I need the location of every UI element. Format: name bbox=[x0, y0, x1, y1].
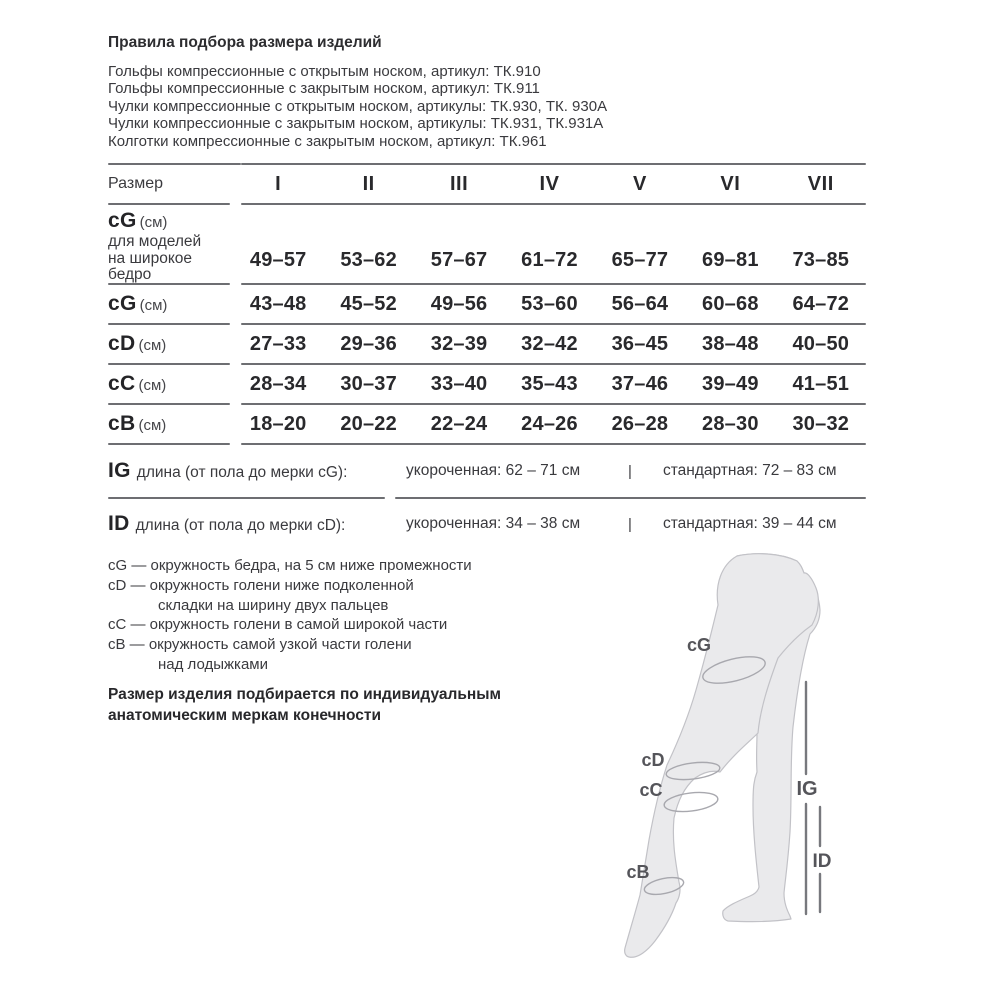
product-line: Чулки компрессионные с закрытым носком, артикулы: ТК.931, ТК.931А bbox=[108, 115, 604, 133]
legend-item-cc: cC — окружность голени в самой широкой части bbox=[108, 616, 448, 634]
measure-unit: (см) bbox=[139, 297, 168, 314]
table-cell: 32–39 bbox=[430, 332, 488, 355]
table-cell: 53–60 bbox=[521, 292, 578, 315]
divider-bar: | bbox=[628, 462, 632, 480]
measure-key: cB bbox=[108, 412, 136, 435]
diagram-label-id: ID bbox=[812, 851, 832, 872]
table-cell: 20–22 bbox=[340, 412, 397, 435]
length-row-label: ID длина (от пола до мерки cD): bbox=[108, 512, 346, 535]
measure-unit: (см) bbox=[138, 377, 167, 394]
legend-item-cd: cD — окружность голени ниже подколенной bbox=[108, 576, 414, 594]
measure-key: cG bbox=[108, 209, 137, 232]
table-cell: 36–45 bbox=[611, 332, 669, 355]
product-line: Чулки компрессионные с открытым носком, артикулы: ТК.930, ТК. 930А bbox=[108, 97, 608, 115]
length-standard-value: стандартная: 72 – 83 см bbox=[663, 462, 837, 479]
table-row-cb bbox=[108, 405, 866, 443]
row-label bbox=[108, 292, 233, 316]
sizing-note: Размер изделия подбирается по индивидуальным анатомическим меркам конечности bbox=[108, 686, 501, 724]
product-line: Гольфы компрессионные с закрытым носком, артикул: ТК.911 bbox=[108, 80, 540, 98]
measure-unit: (см) bbox=[138, 417, 167, 434]
size-table bbox=[108, 163, 866, 445]
product-list bbox=[108, 63, 607, 150]
table-cell: 43–48 bbox=[249, 292, 307, 315]
row-separator bbox=[108, 403, 866, 405]
row-label: cG (см) для моделей на широкое бедро bbox=[108, 209, 202, 283]
leg-measurement-diagram bbox=[600, 550, 860, 975]
size-header: III bbox=[449, 172, 469, 195]
table-cell: 64–72 bbox=[792, 292, 850, 315]
length-row-id bbox=[108, 499, 866, 549]
measure-key: cC bbox=[108, 372, 136, 395]
legend-item-cg: cG — окружность бедра, на 5 см ниже промежности bbox=[108, 557, 472, 574]
row-separator bbox=[108, 323, 866, 325]
diagram-label-cc: cC bbox=[639, 780, 663, 800]
divider-bar: | bbox=[628, 515, 632, 533]
legend-item-cb: cB — окружность самой узкой части голени bbox=[108, 636, 412, 654]
table-cell: 56–64 bbox=[611, 292, 669, 315]
size-header: I bbox=[275, 172, 282, 195]
measure-key: cD bbox=[108, 332, 136, 355]
row-separator bbox=[108, 283, 866, 285]
table-cell: 30–37 bbox=[340, 372, 397, 395]
table-row-cg-wide-hip bbox=[108, 205, 866, 283]
table-cell: 69–81 bbox=[702, 248, 759, 271]
table-cell: 32–42 bbox=[521, 332, 578, 355]
measure-unit: (см) bbox=[138, 337, 167, 354]
size-column-header: Размер bbox=[108, 175, 163, 192]
table-cell: 37–46 bbox=[611, 372, 669, 395]
measure-unit: (см) bbox=[139, 214, 168, 231]
size-header: VII bbox=[807, 172, 834, 195]
legend-item-cd-cont: складки на ширину двух пальцев bbox=[158, 596, 389, 614]
table-cell: 29–36 bbox=[340, 332, 397, 355]
table-cell: 35–43 bbox=[521, 372, 578, 395]
table-cell: 22–24 bbox=[430, 412, 488, 435]
size-table-header-row bbox=[108, 165, 866, 203]
table-cell: 73–85 bbox=[792, 248, 850, 271]
table-cell: 60–68 bbox=[702, 292, 759, 315]
row-label bbox=[108, 412, 233, 436]
length-short-value: укороченная: 34 – 38 см bbox=[406, 515, 581, 532]
row-label bbox=[108, 332, 233, 356]
row-label bbox=[108, 372, 233, 396]
table-cell: 41–51 bbox=[792, 372, 850, 395]
table-cell: 65–77 bbox=[611, 248, 669, 271]
product-line: Гольфы компрессионные с открытым носком, артикул: ТК.910 bbox=[108, 63, 541, 80]
table-cell: 57–67 bbox=[430, 248, 488, 271]
length-row-label: IG длина (от пола до мерки cG): bbox=[108, 459, 348, 482]
diagram-label-cb: cB bbox=[626, 862, 650, 882]
table-cell: 61–72 bbox=[521, 248, 578, 271]
page-title: Правила подбора размера изделий bbox=[108, 34, 382, 51]
size-header: II bbox=[362, 172, 375, 195]
diagram-label-cd: cD bbox=[641, 750, 665, 770]
diagram-label-ig: IG bbox=[796, 778, 818, 800]
legend-item-cb-cont: над лодыжками bbox=[158, 655, 268, 673]
table-cell: 33–40 bbox=[430, 372, 488, 395]
size-header: V bbox=[633, 172, 647, 195]
table-row-cc bbox=[108, 365, 866, 403]
size-header: VI bbox=[720, 172, 741, 195]
length-short-value: укороченная: 62 – 71 см bbox=[406, 462, 581, 479]
table-cell: 24–26 bbox=[521, 412, 578, 435]
length-row-ig bbox=[108, 445, 866, 497]
table-cell: 45–52 bbox=[340, 292, 397, 315]
length-standard-value: стандартная: 39 – 44 см bbox=[663, 515, 837, 532]
measure-key: IG bbox=[108, 459, 131, 482]
table-cell: 18–20 bbox=[249, 412, 307, 435]
table-cell: 38–48 bbox=[702, 332, 759, 355]
table-top-border bbox=[108, 163, 866, 165]
table-cell: 49–57 bbox=[249, 248, 307, 271]
table-row-cd bbox=[108, 325, 866, 363]
table-cell: 27–33 bbox=[249, 332, 307, 355]
table-cell: 40–50 bbox=[792, 332, 850, 355]
measurement-legend bbox=[108, 556, 578, 675]
row-separator bbox=[108, 363, 866, 365]
measure-key: cG bbox=[108, 292, 137, 315]
table-cell: 26–28 bbox=[611, 412, 669, 435]
size-header: IV bbox=[539, 172, 560, 195]
measure-key: ID bbox=[108, 512, 130, 535]
table-cell: 28–34 bbox=[249, 372, 307, 395]
table-cell: 53–62 bbox=[340, 248, 397, 271]
table-cell: 49–56 bbox=[430, 292, 488, 315]
diagram-label-cg: cG bbox=[686, 635, 712, 655]
table-cell: 30–32 bbox=[792, 412, 850, 435]
table-cell: 28–30 bbox=[702, 412, 759, 435]
product-line: Колготки компрессионные с закрытым носком, артикул: ТК.961 bbox=[108, 132, 547, 150]
table-row-cg bbox=[108, 285, 866, 323]
table-cell: 39–49 bbox=[702, 372, 759, 395]
